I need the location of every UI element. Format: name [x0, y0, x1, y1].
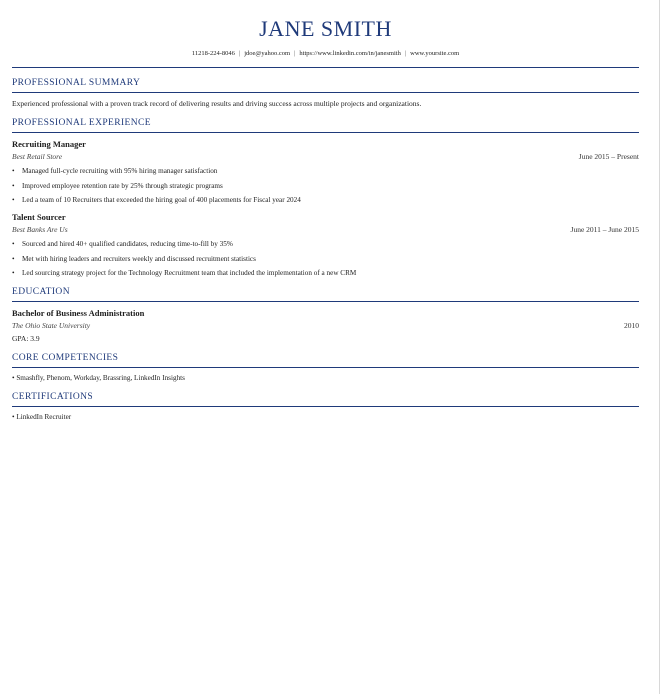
job-dates: June 2015 – Present	[578, 152, 639, 161]
job-entry	[12, 212, 639, 277]
gpa: GPA: 3.9	[12, 334, 40, 343]
section-divider	[12, 301, 639, 302]
contact-phone: 11218-224-8046	[191, 50, 235, 57]
job-meta	[12, 225, 639, 234]
job-bullet: • Led a team of 10 Recruiters that exceeded the hiring goal of 400 placements for Fiscal year 2024	[12, 196, 639, 204]
job-meta	[12, 152, 639, 161]
job-dates: June 2011 – June 2015	[570, 225, 639, 234]
job-bullet: • Met with hiring leaders and recruiters weekly and discussed recruitment statistics	[12, 255, 639, 263]
job-bullet: • Led sourcing strategy project for the Technology Recruitment team that included the implementation of a new CRM	[12, 269, 639, 277]
contact-separator: |	[404, 50, 407, 57]
section-title-experience: PROFESSIONAL EXPERIENCE	[12, 118, 151, 128]
contact-separator: |	[238, 50, 241, 57]
degree-title: Bachelor of Business Administration	[12, 308, 145, 318]
job-title: Talent Sourcer	[12, 212, 66, 222]
section-divider	[12, 132, 639, 133]
job-company: Best Retail Store	[12, 152, 63, 161]
section-divider	[12, 406, 639, 407]
candidate-name: JANE SMITH	[259, 16, 392, 41]
job-bullets	[12, 167, 639, 204]
job-company: Best Banks Are Us	[12, 225, 68, 234]
section-title-summary: PROFESSIONAL SUMMARY	[12, 78, 141, 88]
job-bullets	[12, 240, 639, 277]
section-title-education: EDUCATION	[12, 287, 70, 297]
contact-separator: |	[294, 50, 296, 57]
job-bullet: • Managed full-cycle recruiting with 95% hiring manager satisfaction	[12, 167, 639, 175]
section-title-certifications: CERTIFICATIONS	[12, 392, 94, 402]
school-name: The Ohio State University	[12, 321, 91, 330]
job-entry	[12, 139, 639, 204]
contact-email[interactable]: jdoe@yahoo.com	[244, 50, 291, 57]
header-divider	[12, 67, 639, 68]
section-title-competencies: CORE COMPETENCIES	[12, 353, 119, 363]
job-bullet: • Improved employee retention rate by 25% through strategic programs	[12, 182, 639, 190]
competencies-list: • Smashfly, Phenom, Workday, Brassring, LinkedIn Insights	[12, 374, 185, 382]
section-divider	[12, 367, 639, 368]
section-divider	[12, 92, 639, 93]
certifications-list: • LinkedIn Recruiter	[12, 413, 72, 421]
contact-website[interactable]: www.yoursite.com	[410, 50, 460, 57]
education-meta	[12, 321, 639, 330]
contact-line	[12, 50, 639, 57]
summary-text: Experienced professional with a proven track record of delivering results and driving success across multiple projects and organizations.	[12, 99, 422, 108]
job-title: Recruiting Manager	[12, 139, 86, 149]
contact-linkedin[interactable]: https://www.linkedin.com/in/janesmith	[299, 50, 401, 57]
job-bullet: • Sourced and hired 40+ qualified candidates, reducing time-to-fill by 35%	[12, 240, 639, 248]
graduation-year: 2010	[624, 321, 639, 330]
